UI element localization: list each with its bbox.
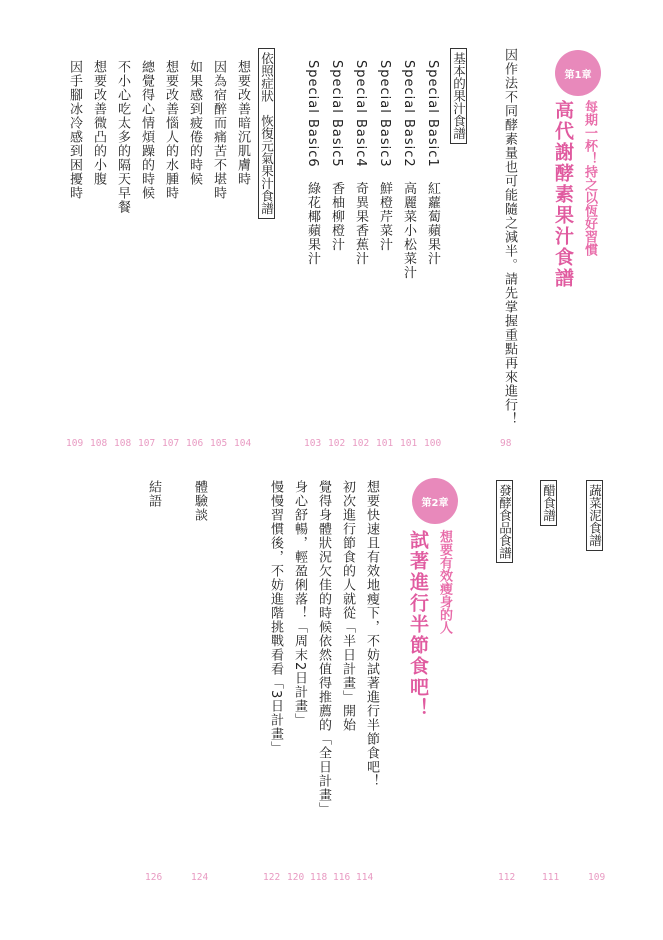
intro-text: 因作法不同酵素量也可能隨之減半。請先掌握重點再來進行！ [502, 48, 517, 426]
page-number: 108 [114, 438, 132, 449]
symptom-item-4: 想要改善惱人的水腫時 [163, 60, 178, 200]
vinegar-recipes-heading: 醋食譜 [540, 480, 557, 526]
page-number: 108 [90, 438, 108, 449]
page-number: 109 [588, 872, 606, 883]
page-number: 107 [138, 438, 156, 449]
page-number: 107 [162, 438, 180, 449]
chapter-badge-label: 第1章 [564, 69, 592, 81]
page-number: 106 [186, 438, 204, 449]
page-number: 118 [310, 872, 328, 883]
page-number: 124 [191, 872, 209, 883]
chapter2-line-2: 初次進行節食的人就從「半日計畫」開始 [340, 480, 355, 732]
chapter-badge [412, 478, 458, 524]
symptom-item-7: 想要改善微凸的小腹 [91, 60, 106, 186]
chapter-subtitle: 想要有效瘦身的人 [437, 530, 452, 634]
chapter2-line-4: 身心舒暢，輕盈俐落！「周末2日計畫」 [292, 480, 307, 728]
experience-item: 體驗談 [192, 480, 207, 522]
page-number: 112 [498, 872, 516, 883]
symptom-item-5: 總覺得心情煩躁的時候 [139, 60, 154, 200]
basic-item-4: Special Basic4 奇異果香蕉汁 [353, 60, 368, 266]
symptom-item-2: 因為宿醉而痛苦不堪時 [211, 60, 226, 200]
conclusion-item: 結語 [146, 480, 161, 508]
chapter2-line-1: 想要快速且有效地瘦下，不妨試著進行半節食吧！ [364, 480, 379, 788]
page-number: 103 [304, 438, 322, 449]
vegetable-puree-heading: 蔬菜泥食譜 [586, 480, 603, 551]
basic-item-6: Special Basic6 綠花椰蘋果汁 [305, 60, 320, 266]
page-number: 120 [287, 872, 305, 883]
page-number: 102 [352, 438, 370, 449]
page-number: 122 [263, 872, 281, 883]
chapter-badge [555, 50, 601, 96]
basic-item-5: Special Basic5 香柚柳橙汁 [329, 60, 344, 252]
page-number: 116 [333, 872, 351, 883]
basic-item-1: Special Basic1 紅蘿蔔蘋果汁 [425, 60, 440, 266]
page-number: 101 [376, 438, 394, 449]
page-number: 126 [145, 872, 163, 883]
page-number: 100 [424, 438, 442, 449]
symptom-item-8: 因手腳冰冷感到困擾時 [67, 60, 82, 200]
basic-recipes-heading: 基本的果汁食譜 [450, 48, 467, 144]
page-number: 101 [400, 438, 418, 449]
page-number: 104 [234, 438, 252, 449]
basic-item-3: Special Basic3 鮮橙芹菜汁 [377, 60, 392, 252]
chapter-subtitle: 每期一杯！持之以恆好習慣 [582, 100, 597, 256]
page-number: 102 [328, 438, 346, 449]
chapter2-line-3: 覺得身體狀況欠佳的時候依然值得推薦的「全日計畫」 [316, 480, 331, 816]
basic-item-2: Special Basic2 高麗菜小松菜汁 [401, 60, 416, 280]
page-number: 109 [66, 438, 84, 449]
page-number: 114 [356, 872, 374, 883]
chapter-title: 試著進行半節食吧！ [407, 530, 429, 719]
chapter-title: 高代謝酵素果汁食譜 [552, 100, 574, 289]
page-number: 111 [542, 872, 560, 883]
symptom-item-1: 想要改善暗沉肌膚時 [235, 60, 250, 186]
page-number: 98 [500, 438, 512, 449]
chapter-badge-label: 第2章 [421, 497, 449, 509]
symptom-item-6: 不小心吃太多的隔天早餐 [115, 60, 130, 214]
chapter2-line-5: 慢慢習慣後，不妨進階挑戰看看「3日計畫」 [268, 480, 283, 756]
fermented-food-heading: 發酵食品食譜 [496, 480, 513, 563]
symptom-item-3: 如果感到疲倦的時候 [187, 60, 202, 186]
symptom-recipes-heading: 依照症狀 恢復元氣果汁食譜 [258, 48, 275, 219]
page-number: 105 [210, 438, 228, 449]
